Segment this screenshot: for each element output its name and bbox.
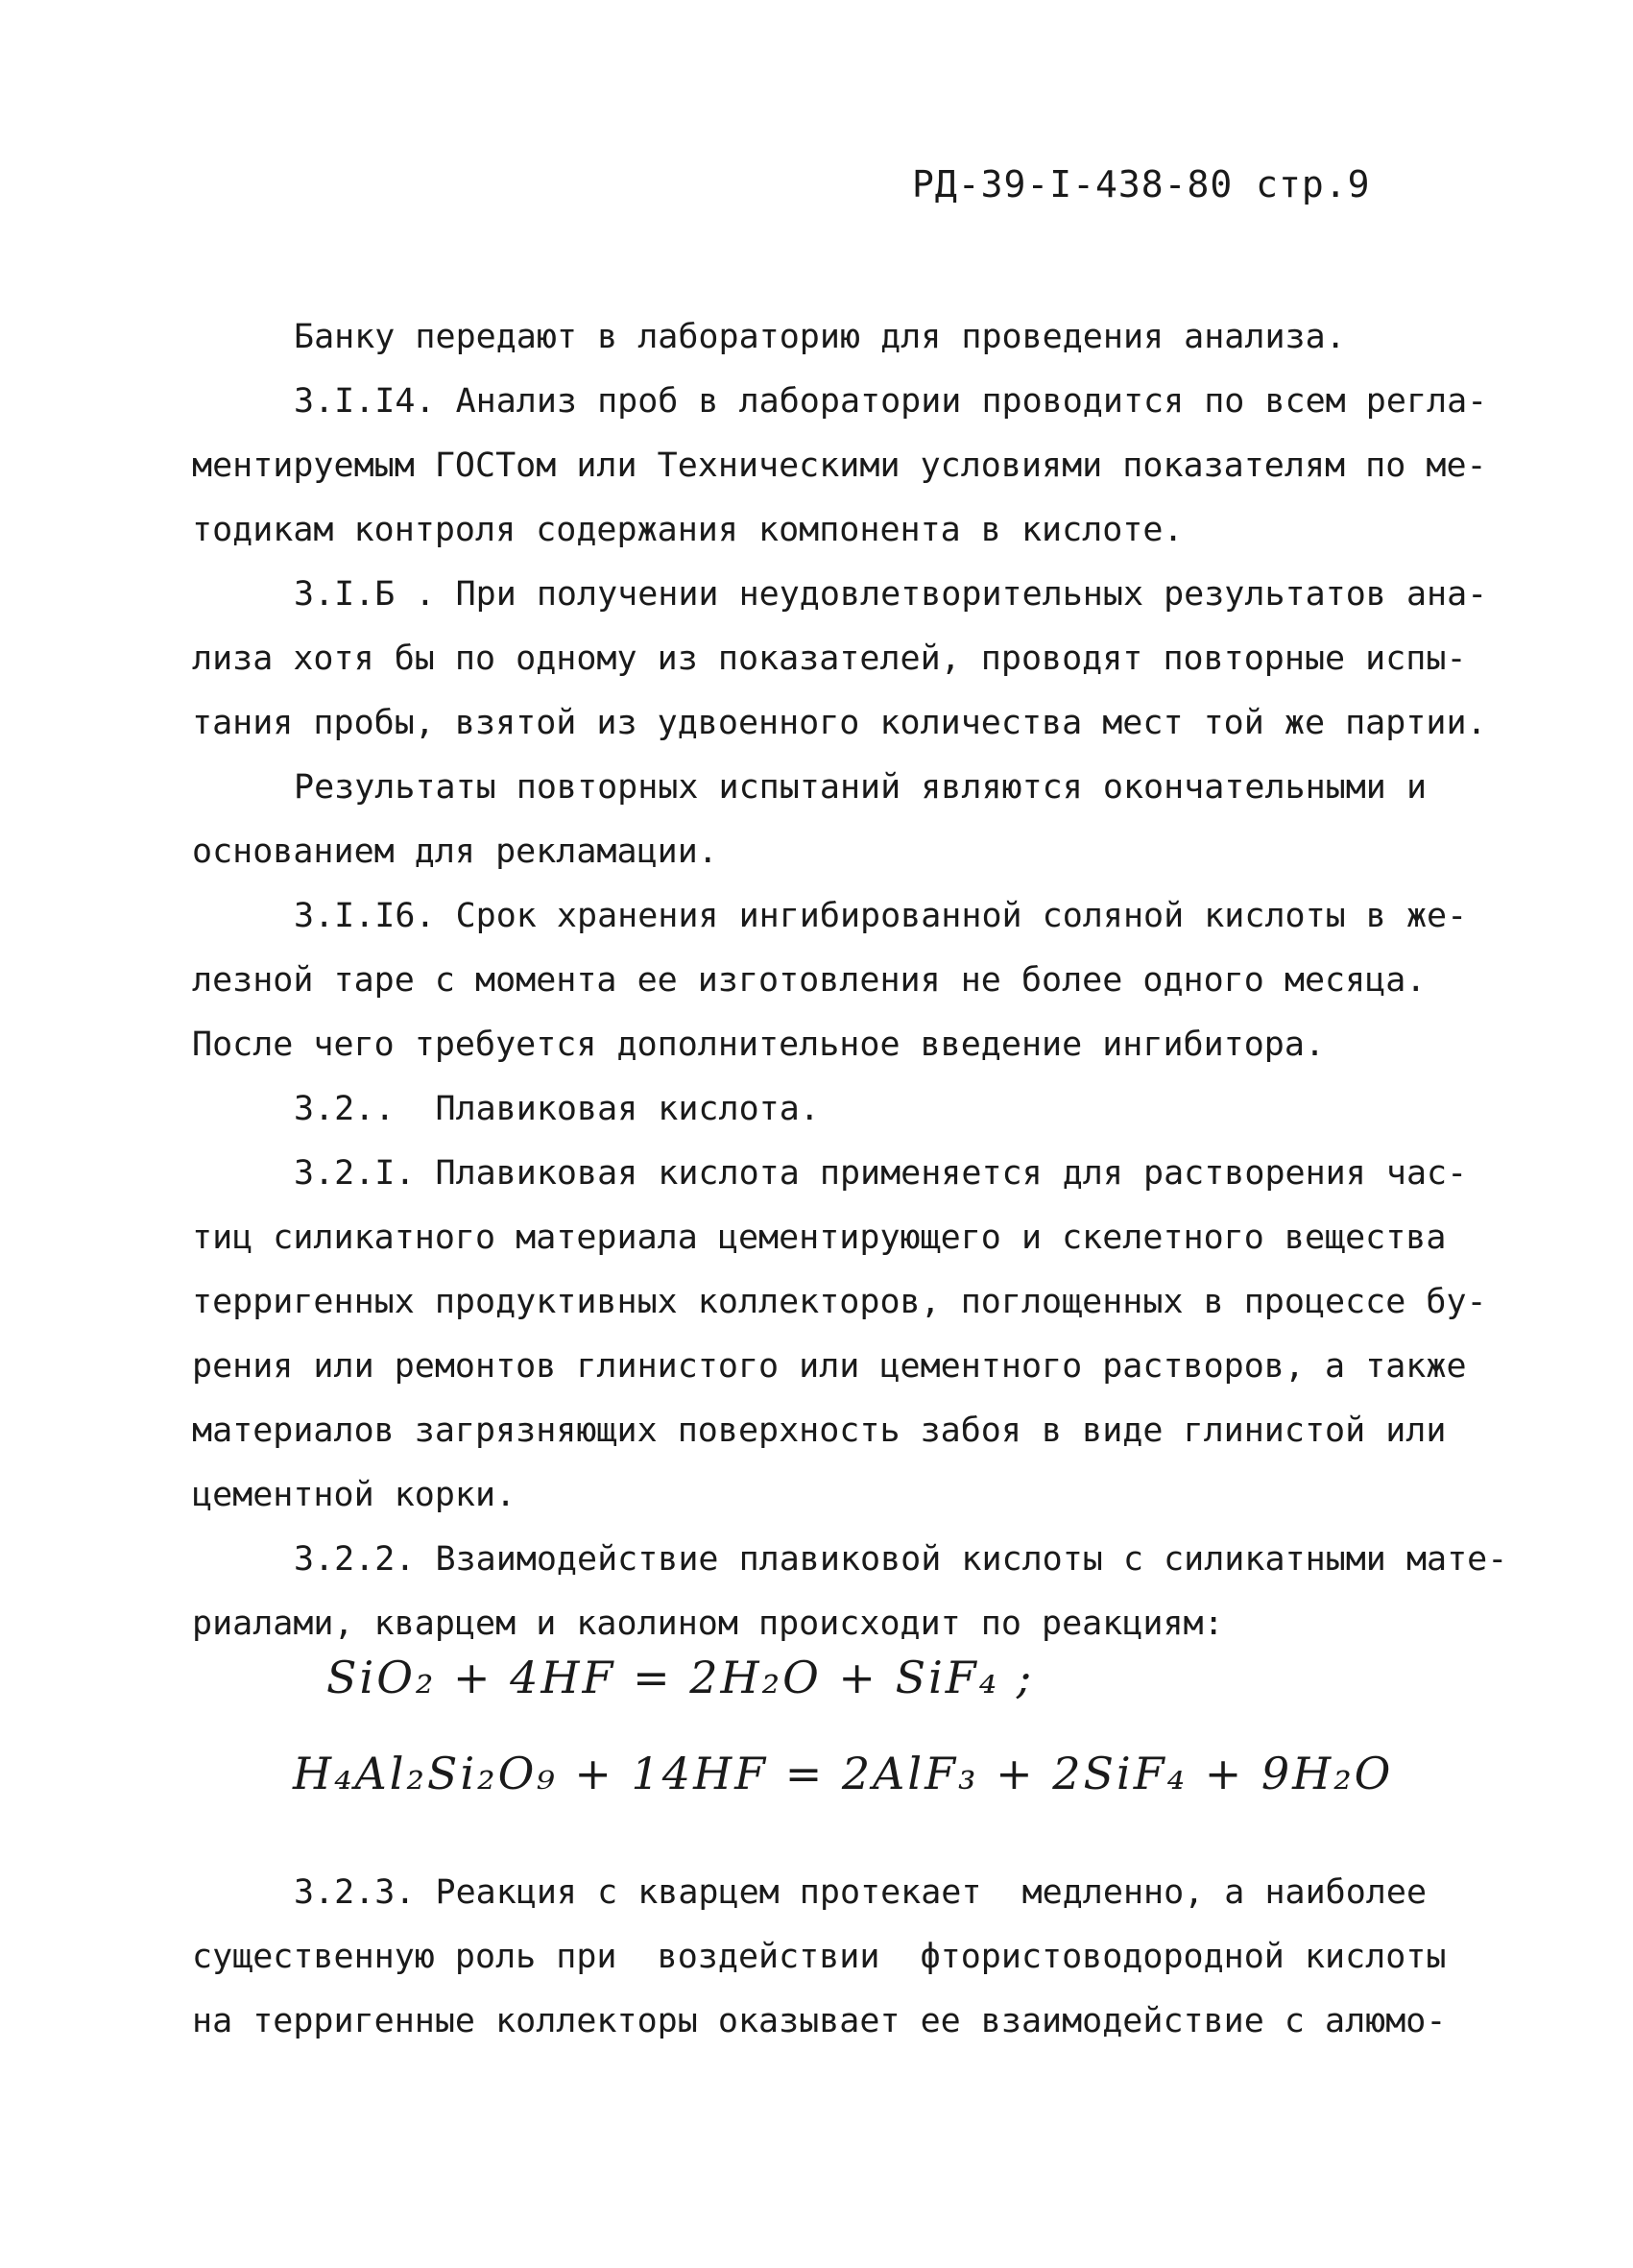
text-line: 3.I.I6. Срок хранения ингибированной соляной кислоты в же- bbox=[294, 897, 1468, 935]
text-line: После чего требуется дополнительное введение ингибитора. bbox=[192, 1025, 1326, 1064]
text-line: Результаты повторных испытаний являются окончательными и bbox=[294, 768, 1428, 807]
text-line: риалами, кварцем и каолином происходит по реакциям: bbox=[192, 1604, 1224, 1643]
text-line: цементной корки. bbox=[192, 1476, 516, 1514]
text-line: лезной таре с момента ее изготовления не более одного месяца. bbox=[192, 961, 1427, 1000]
section-heading: 3.2.. Плавиковая кислота. bbox=[294, 1090, 820, 1128]
text-line: 3.I.I4. Анализ проб в лаборатории проводится по всем регла- bbox=[294, 382, 1488, 421]
text-line: рения или ремонтов глинистого или цементного растворов, а также bbox=[192, 1347, 1467, 1386]
text-line: лиза хотя бы по одному из показателей, проводят повторные испы- bbox=[192, 639, 1467, 678]
text-line: тодикам контроля содержания компонента в кислоте. bbox=[192, 511, 1184, 549]
text-line: основанием для рекламации. bbox=[192, 832, 718, 871]
text-line: на терригенные коллекторы оказывает ее взаимодействие с алюмо- bbox=[192, 2002, 1447, 2040]
text-line: 3.I.Б . При получении неудовлетворительных результатов ана- bbox=[294, 575, 1488, 614]
text-line: 3.2.3. Реакция с кварцем протекает медленно, а наиболее bbox=[294, 1873, 1428, 1912]
text-line: 3.2.2. Взаимодействие плавиковой кислоты с силикатными мате- bbox=[294, 1540, 1508, 1579]
text-line: 3.2.I. Плавиковая кислота применяется для растворения час- bbox=[294, 1154, 1468, 1193]
reaction-formula-quartz: SiO₂ + 4HF = 2H₂O + SiF₄ ; bbox=[326, 1652, 1035, 1703]
text-line: ментируемым ГОСТом или Техническими условиями показателям по ме- bbox=[192, 446, 1487, 485]
text-line: материалов загрязняющих поверхность забоя в виде глинистой или bbox=[192, 1411, 1447, 1450]
reaction-formula-kaolin: H₄Al₂Si₂O₉ + 14HF = 2AlF₃ + 2SiF₄ + 9H₂O bbox=[293, 1748, 1394, 1799]
text-line: терригенных продуктивных коллекторов, поглощенных в процессе бу- bbox=[192, 1283, 1487, 1321]
text-line: тиц силикатного материала цементирующего и скелетного вещества bbox=[192, 1218, 1447, 1257]
text-line: тания пробы, взятой из удвоенного количества мест той же партии. bbox=[192, 704, 1487, 742]
text-line: существенную роль при воздействии фтористоводородной кислоты bbox=[192, 1938, 1447, 1976]
main-text-block bbox=[192, 305, 1508, 1656]
document-code-header: РД-39-I-438-80 стр.9 bbox=[912, 163, 1371, 205]
continuation-text-block bbox=[192, 1861, 1459, 2054]
text-line: Банку передают в лабораторию для проведения анализа. bbox=[294, 318, 1346, 356]
